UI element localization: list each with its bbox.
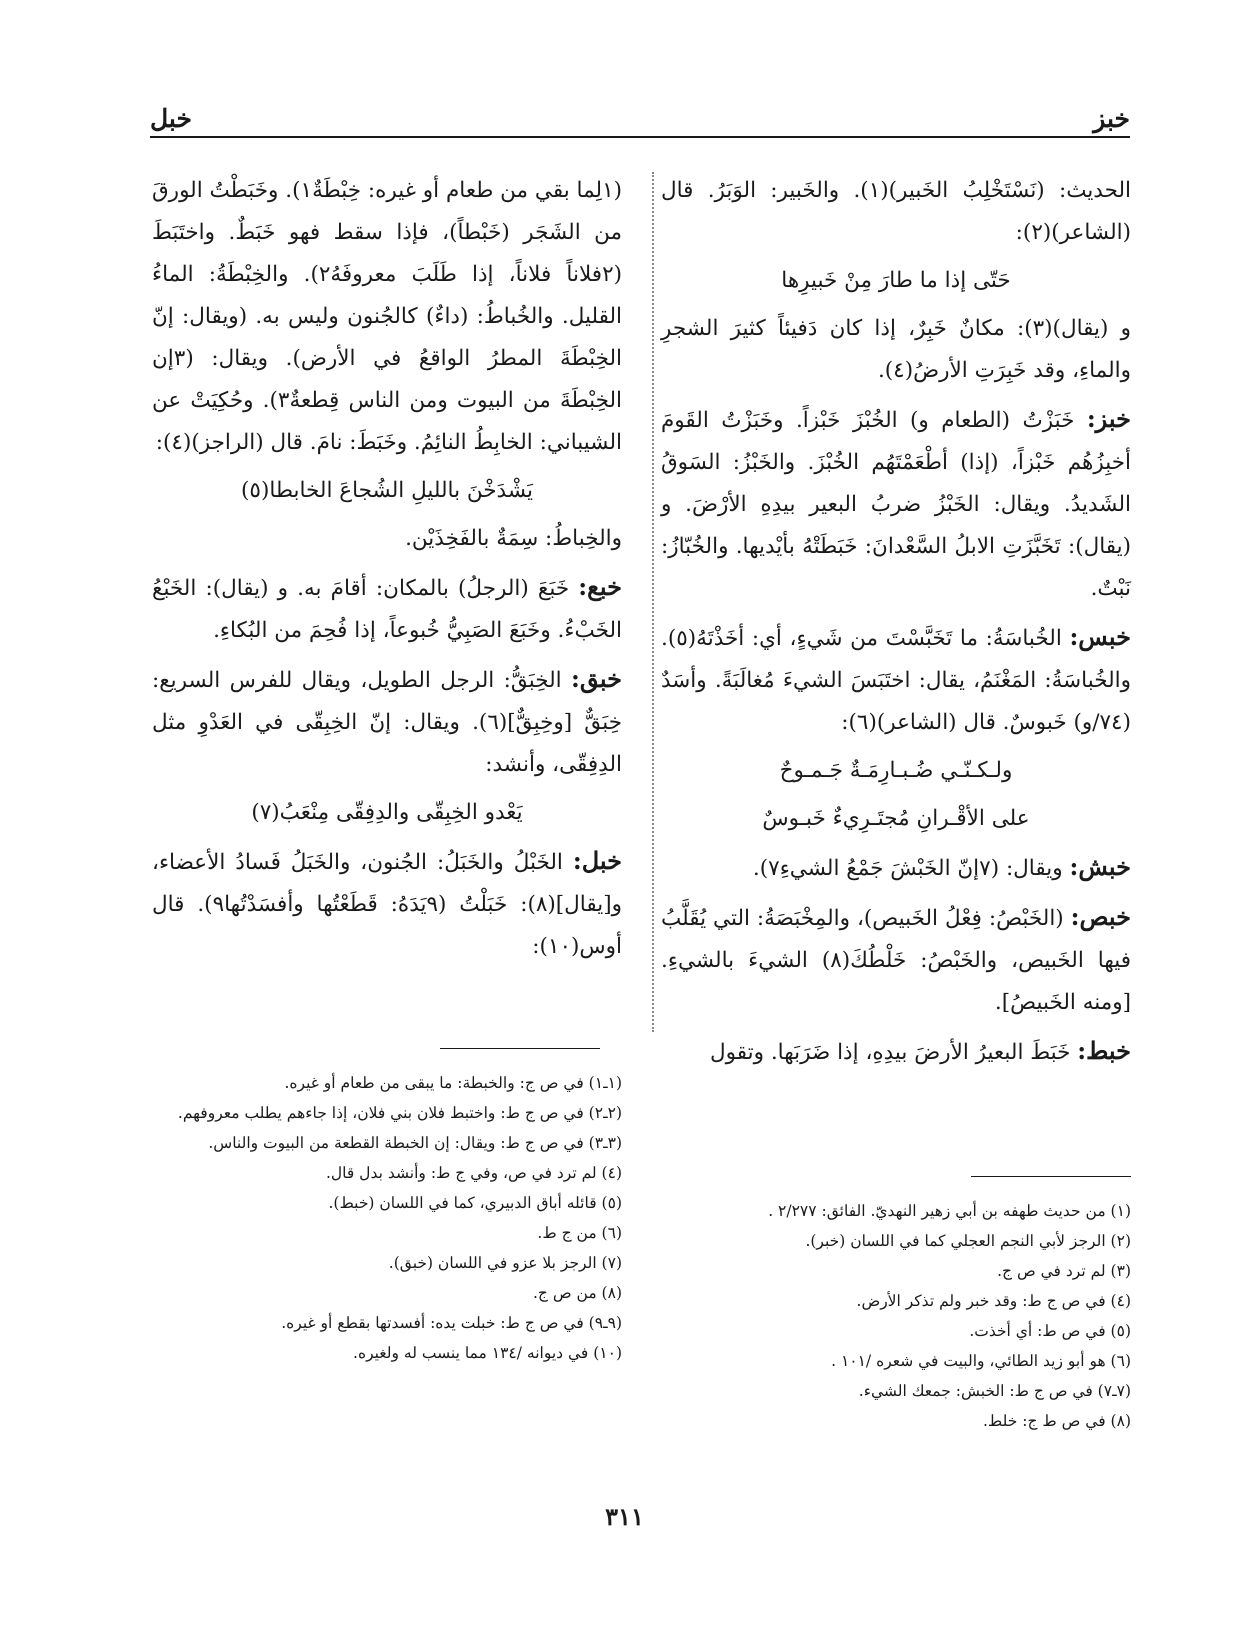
footnotes-left — [152, 1068, 622, 1368]
running-header — [150, 100, 1130, 138]
entry-paragraph — [152, 658, 622, 786]
entry-headword: خبع: — [578, 572, 622, 601]
entry-paragraph — [661, 896, 1131, 1024]
footnote: (١) من حديث طهفه بن أبي زهير النهديّ. الفائق: ٢/٢٧٧ . — [768, 1202, 1131, 1220]
header-left-word: خبل — [150, 104, 192, 133]
footnote: (٤) لم ترد في ص، وفي ج ط: وأنشد بدل قال. — [325, 1164, 622, 1182]
entry-text: الخِبَقُّ: الرجل الطويل، ويقال للفرس السريع: خِبَقٌّ [وخِبِقٌّ](٦). ويقال: إنّ الخِبِقّى في العَدْوِ مثل الدِفِقّى، وأنشد: — [152, 668, 622, 777]
verse-line — [152, 792, 622, 834]
entry-text: ويقال: (٧إنّ الخَبْشَ جَمْعُ الشيءِ٧). — [752, 856, 1063, 881]
entry-text: الحديث: (نَسْتَخْلِبُ الخَبير)(١). والخَبير: الوَبَرُ. قال (الشاعر)(٢): — [661, 178, 1131, 245]
entry-headword: خبز: — [1086, 404, 1131, 433]
footnote: (١ـ١) في ص ج: والخبطة: ما يبقى من طعام أو غيره. — [284, 1074, 622, 1092]
entry-paragraph — [661, 308, 1131, 392]
footnote: (٣ـ٣) في ص ج ط: ويقال: إن الخبطة القطعة من البيوت والناس. — [208, 1134, 622, 1152]
column-divider — [652, 172, 654, 1032]
footnote: (٦) هو أبو زيد الطائي، والبيت في شعره /١٠١ . — [831, 1352, 1131, 1370]
footnote: (٢ـ٢) في ص ج ط: واختبط فلان بني فلان، إذا جاءهم يطلب معروفهم. — [177, 1104, 622, 1122]
entry-paragraph — [152, 170, 622, 464]
entry-paragraph — [661, 170, 1131, 254]
entry-headword: خبق: — [571, 664, 622, 693]
entry-headword: خبس: — [1069, 622, 1131, 651]
entry-text: خَبَعَ (الرجلُ) بالمكان: أقامَ به. و (يقال): الخَبْعُ الخَبْءُ. وخَبَعَ الصَبِيُّ خُبوعاً، إذا فُحِمَ من البُكاءِ. — [152, 576, 622, 643]
footnote: (٨) في ص ط ج: خلط. — [982, 1412, 1131, 1430]
verse-line — [152, 470, 622, 512]
entry-paragraph — [152, 840, 622, 968]
entry-paragraph — [152, 566, 622, 652]
footnote: (٣) لم ترد في ص ج. — [997, 1262, 1131, 1280]
entry-text: الخُباسَةُ: ما تَخَبَّسْتَ من شَيءٍ، أي: أخَذْتَهُ(٥). والخُباسَةُ: المَغْنَمُ، يقال: اختَبَسَ الشيءَ مُغالَبَةً. وأسَدٌ (٧٤/و) خَبوسٌ. قال (الشاعر)(٦): — [661, 626, 1131, 735]
entry-headword: خبص: — [1070, 902, 1131, 931]
entry-text: الخَبْلُ والخَبَلُ: الجُنون، والخَبَلُ فَسادُ الأعضاء، و[يقال](٨): خَبَلْتُ (٩يَدَهُ: قَطَعْتُها وأفسَدْتُها٩). قال أوس(١٠): — [152, 850, 622, 959]
entry-paragraph — [661, 846, 1131, 890]
footnote: (٧ـ٧) في ص ج ط: الخبش: جمعك الشيء. — [858, 1382, 1131, 1400]
entry-text: على الأقْـرانِ مُجتَـرِيءٌ خَبـوسٌ — [762, 806, 1030, 831]
entry-text: و (يقال)(٣): مكانٌ خَبِرٌ، إذا كان دَفيئاً كثيرَ الشجرِ والماءِ، وقد خَبِرَتِ الأرضُ(٤). — [661, 316, 1131, 383]
footnote: (٥) قائله أباق الدبيري، كما في اللسان (خبط). — [328, 1194, 622, 1212]
left-text-column — [152, 170, 622, 1030]
entry-paragraph — [661, 1030, 1131, 1074]
footnote: (١٠) في ديوانه /١٣٤ مما ينسب له ولغيره. — [353, 1344, 622, 1362]
right-text-column — [661, 170, 1132, 1065]
entry-text: (الخَبْصُ: فِعْلُ الخَبيص)، والمِخْبَصَةُ: التي يُقَلَّبُ فيها الخَبيص، والخَبْصُ: خَلْطُكَ(٨) الشيءَ بالشيءِ. [ومنه الخَبيصُ]. — [661, 906, 1132, 1015]
entry-text: خَبَطَ البعيرُ الأرضَ بيدِهِ، إذا ضَرَبَها. وتقول — [710, 1040, 1071, 1065]
footnotes-right — [661, 1196, 1131, 1436]
entry-text: يَعْدو الخِبِقّى والدِفِقّى مِنْعَبُ(٧) — [251, 800, 523, 825]
footnote-rule-right — [971, 1176, 1131, 1177]
footnote: (٦) من ج ط. — [537, 1224, 622, 1242]
entry-headword: خبش: — [1069, 852, 1131, 881]
header-right-word: خبز — [1093, 104, 1130, 133]
entry-text: حَتّى إذا ما طارَ مِنْ خَبيرِها — [781, 268, 1011, 293]
entry-paragraph — [661, 616, 1131, 744]
entry-paragraph — [661, 398, 1131, 610]
footnote: (٨) من ص ج. — [533, 1284, 622, 1302]
verse-line — [661, 798, 1131, 840]
entry-text: خَبَزْتُ (الطعام و) الخُبْزَ خَبْزاً. وخَبَزْتُ القَومَ أخبِزُهُم خَبْزاً، (إذا) أطْعَمْتَهُم الخُبْزَ. والخَبْزُ: السَوقُ الشَديدُ. ويقال: الخَبْزُ ضربُ البعير بيدِهِ الأرْضَ. و (يقال): تَخَبَّزَتِ الابلُ السَّعْدانَ: خَبَطَتْهُ بأيْديها. والخُبّازُ: نَبْتٌ. — [661, 408, 1131, 601]
verse-line — [661, 750, 1131, 792]
entry-text: يَشْدَخْنَ بالليلِ الشُجاعَ الخابطا(٥) — [240, 478, 533, 503]
footnote: (٥) في ص ط: أي أخذت. — [969, 1322, 1131, 1340]
entry-paragraph — [152, 518, 622, 560]
entry-text: (١لِما بقي من طعام أو غيره: خِبْطَةٌ١). وخَبَطْتُ الورقَ من الشَجَر (خَبْطاً)، فإذا سقط فهو خَبَطٌ. واختَبَطَ (٢فلاناً فلاناً، إذا طَلَبَ معروفَهُ٢). والخِبْطَةُ: الماءُ القليل. والخُباطُ: (داءٌ) كالجُنون وليس به. (ويقال: إنّ الخِبْطَةَ المطرُ الواقعُ في الأرض). ويقال: (٣إن الخِبْطَةَ من البيوت ومن الناس قِطعةٌ٣). وحُكِيَتْ عن الشيباني: الخابِطُ النائِمُ. وخَبَطَ: نامَ. قال (الراجز)(٤): — [152, 178, 623, 455]
footnote: (٢) الرجز لأبي النجم العجلي كما في اللسان (خبر). — [805, 1232, 1131, 1250]
verse-line — [661, 260, 1131, 302]
entry-text: والخِباطُ: سِمَةٌ بالفَخِذَيْن. — [405, 526, 622, 551]
entry-headword: خبط: — [1077, 1036, 1131, 1065]
footnote-rule-left — [440, 1048, 600, 1049]
footnote: (٧) الرجز بلا عزو في اللسان (خبق). — [388, 1254, 622, 1272]
page-number: ٣١١ — [605, 1502, 644, 1531]
entry-headword: خبل: — [572, 846, 622, 875]
entry-text: ولـكـنّـي ضُـبـارِمَـةٌ جَـمـوحٌ — [779, 758, 1013, 783]
footnote: (٩ـ٩) في ص ج ط: خبلت يده: أفسدتها بقطع أو غيره. — [281, 1314, 622, 1332]
footnote: (٤) في ص ج ط: وقد خبر ولم تذكر الأرض. — [856, 1292, 1131, 1310]
